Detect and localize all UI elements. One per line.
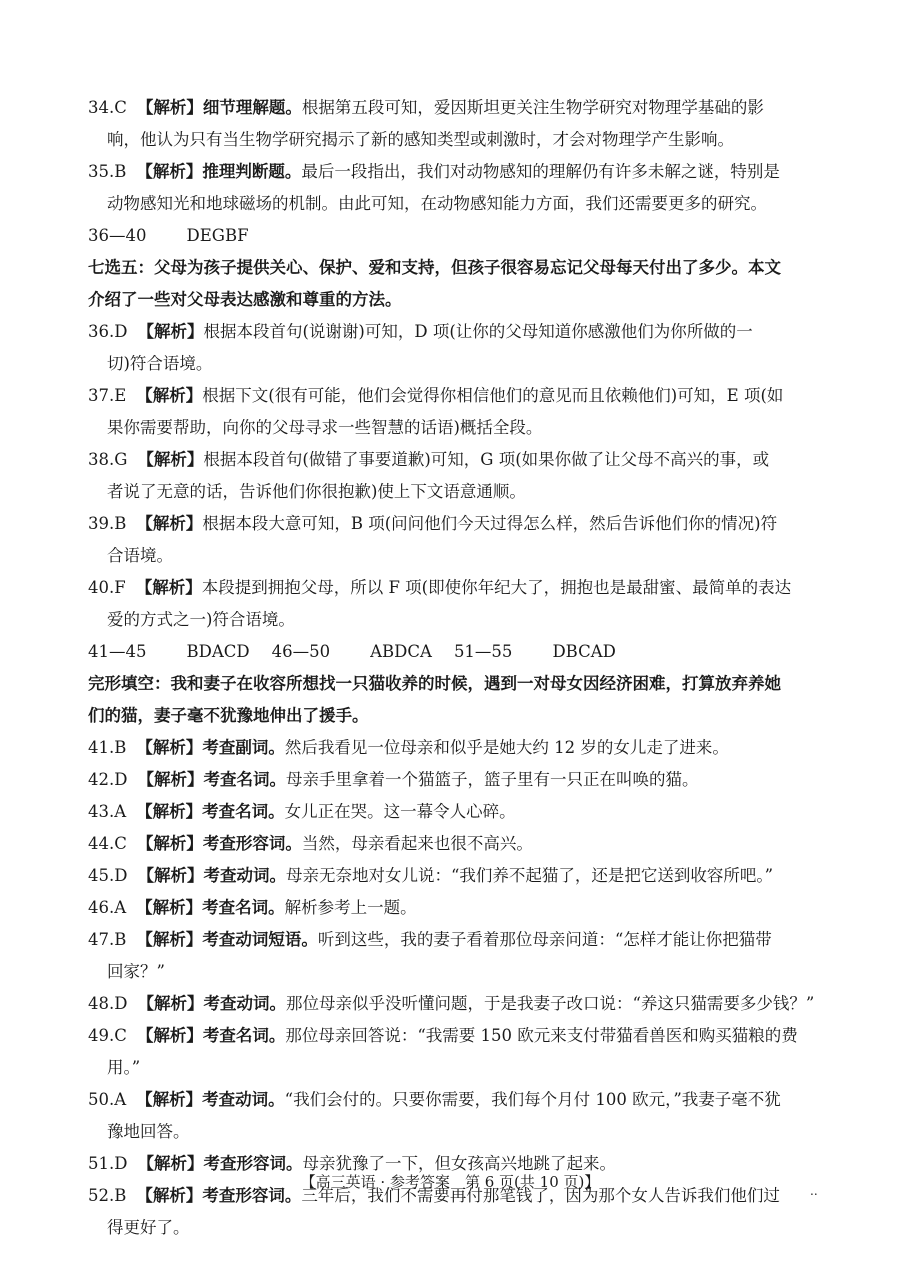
- explanation-text: 解析参考上一题。: [284, 898, 417, 917]
- explanation-continuation: 切)符合语境。: [107, 354, 213, 373]
- explanation-text: 母亲犹豫了一下，但女孩高兴地跳了起来。: [302, 1154, 616, 1173]
- explanation-item: [88, 508, 814, 572]
- question-type: 考查副词。: [202, 738, 285, 757]
- question-answer: 51.D: [88, 1154, 128, 1173]
- explanation-text: 根据本段大意可知，B 项(问问他们今天过得怎么样，然后告诉他们你的情况)符: [202, 514, 778, 533]
- answer-key-content: [88, 92, 814, 1244]
- question-answer: 49.C: [88, 1026, 127, 1045]
- question-answer: 39.B: [88, 514, 127, 533]
- explanation-item: [88, 924, 814, 988]
- answer-range: 36—40: [88, 226, 147, 245]
- analysis-tag: 【解析】: [136, 1026, 203, 1045]
- explanation-text: 那位母亲似乎没听懂问题，于是我妻子改口说：“养这只猫需要多少钱？”: [285, 994, 815, 1013]
- explanation-item: [88, 1020, 814, 1084]
- explanation-continuation: 豫地回答。: [107, 1122, 190, 1141]
- explanation-continuation: 动物感知光和地球磁场的机制。由此可知，在动物感知能力方面，我们还需要更多的研究。: [107, 194, 767, 213]
- analysis-tag: 【解析】: [136, 1090, 203, 1109]
- explanation-item: [88, 156, 814, 220]
- explanation-first-line: [88, 828, 814, 860]
- analysis-tag: 【解析】: [136, 98, 203, 117]
- corner-mark: ..: [810, 1184, 818, 1198]
- explanation-continuation: 爱的方式之一)符合语境。: [107, 610, 295, 629]
- explanation-continuation: 合语境。: [107, 546, 173, 565]
- explanation-first-line: [88, 988, 814, 1020]
- question-answer: 37.E: [88, 386, 127, 405]
- analysis-tag: 【解析】: [137, 1154, 204, 1173]
- analysis-tag: 【解析】: [136, 802, 203, 821]
- explanation-item: [88, 764, 814, 796]
- explanation-continuation: 得更好了。: [107, 1218, 190, 1237]
- question-answer: 41.B: [88, 738, 127, 757]
- analysis-tag: 【解析】: [137, 866, 204, 885]
- analysis-tag: 【解析】: [135, 578, 202, 597]
- question-type: 推理判断题。: [202, 162, 302, 181]
- explanation-first-line: [88, 508, 814, 540]
- question-answer: 40.F: [88, 578, 126, 597]
- explanation-first-line: [88, 1084, 814, 1116]
- question-type: 考查名词。: [202, 1026, 286, 1045]
- explanation-item: [88, 380, 814, 444]
- question-answer: 46.A: [88, 898, 127, 917]
- question-type: 考查名词。: [202, 802, 285, 821]
- question-answer: 44.C: [88, 834, 127, 853]
- explanation-continuation: 响，他认为只有当生物学研究揭示了新的感知类型或刺激时，才会对物理学产生影响。: [107, 130, 734, 149]
- answer-letters: ABDCA: [370, 642, 432, 661]
- explanation-first-line: [88, 1020, 814, 1052]
- question-type: 考查形容词。: [203, 1154, 303, 1173]
- explanation-first-line: [88, 924, 814, 956]
- explanation-text: 根据本段首句(做错了事要道歉)可知，G 项(如果你做了让父母不高兴的事，或: [203, 450, 770, 469]
- explanation-text: 女儿正在哭。这一幕令人心碎。: [284, 802, 516, 821]
- question-answer: 35.B: [88, 162, 127, 181]
- explanation-continuation: 用。”: [107, 1058, 141, 1077]
- analysis-tag: 【解析】: [136, 162, 203, 181]
- explanation-text: 三年后，我们不需要再付那笔钱了，因为那个女人告诉我们他们过: [301, 1186, 780, 1205]
- explanation-text: 然后我看见一位母亲和似乎是她大约 12 岁的女儿走了进来。: [284, 738, 729, 757]
- explanation-text: 母亲无奈地对女儿说：“我们养不起猫了，还是把它送到收容所吧。”: [285, 866, 774, 885]
- explanation-text: 根据本段首句(说谢谢)可知，D 项(让你的父母知道你感激他们为你所做的一: [203, 322, 753, 341]
- explanation-text: 母亲手里拿着一个猫篮子，篮子里有一只正在叫唤的猫。: [285, 770, 699, 789]
- explanation-continuation: 果你需要帮助，向你的父母寻求一些智慧的话语)概括全段。: [107, 418, 543, 437]
- question-answer: 48.D: [88, 994, 128, 1013]
- answer-range: 41—45: [88, 642, 147, 661]
- explanation-item: [88, 572, 814, 636]
- explanation-text: 根据下文(很有可能，他们会觉得你相信他们的意见而且依赖他们)可知，E 项(如: [202, 386, 784, 405]
- question-answer: 52.B: [88, 1186, 127, 1205]
- section-summary: [88, 668, 814, 732]
- question-answer: 36.D: [88, 322, 128, 341]
- question-type: 考查动词短语。: [202, 930, 318, 949]
- answer-row: [88, 220, 814, 252]
- explanation-item: [88, 892, 814, 924]
- question-type: 考查形容词。: [202, 834, 302, 853]
- question-type: 考查形容词。: [202, 1186, 302, 1205]
- explanation-item: [88, 796, 814, 828]
- explanation-first-line: [88, 860, 814, 892]
- explanation-first-line: [88, 444, 814, 476]
- explanation-first-line: [88, 156, 814, 188]
- question-type: 考查动词。: [203, 994, 286, 1013]
- analysis-tag: 【解析】: [136, 386, 203, 405]
- answer-letters: DBCAD: [552, 642, 616, 661]
- question-type: 考查名词。: [203, 770, 286, 789]
- analysis-tag: 【解析】: [136, 514, 203, 533]
- explanation-item: [88, 828, 814, 860]
- explanation-first-line: [88, 796, 814, 828]
- explanation-continuation: 回家？”: [107, 962, 165, 981]
- explanation-text: “我们会付的。只要你需要，我们每个月付 100 欧元，”我妻子毫不犹: [284, 1090, 781, 1109]
- analysis-tag: 【解析】: [136, 1186, 203, 1205]
- explanation-first-line: [88, 92, 814, 124]
- answer-row: [88, 636, 814, 668]
- question-answer: 50.A: [88, 1090, 127, 1109]
- question-type: 考查名词。: [202, 898, 285, 917]
- analysis-tag: 【解析】: [136, 930, 203, 949]
- answer-letters: DEGBF: [186, 226, 249, 245]
- analysis-tag: 【解析】: [136, 738, 203, 757]
- summary-line: 完形填空：我和妻子在收容所想找一只猫收养的时候，遇到一对母女因经济困难，打算放弃养她: [88, 674, 781, 693]
- explanation-first-line: [88, 380, 814, 412]
- question-answer: 42.D: [88, 770, 128, 789]
- question-answer: 43.A: [88, 802, 127, 821]
- question-type: 考查动词。: [203, 866, 286, 885]
- question-answer: 45.D: [88, 866, 128, 885]
- analysis-tag: 【解析】: [136, 898, 203, 917]
- section-summary: [88, 252, 814, 316]
- explanation-item: [88, 732, 814, 764]
- explanation-first-line: [88, 892, 814, 924]
- explanation-item: [88, 316, 814, 380]
- analysis-tag: 【解析】: [137, 322, 204, 341]
- summary-line: 们的猫，妻子毫不犹豫地伸出了援手。: [88, 706, 369, 725]
- analysis-tag: 【解析】: [137, 450, 204, 469]
- explanation-item: [88, 444, 814, 508]
- summary-line: 七选五：父母为孩子提供关心、保护、爱和支持，但孩子很容易忘记父母每天付出了多少。本文: [88, 258, 781, 277]
- analysis-tag: 【解析】: [137, 994, 204, 1013]
- question-type: 考查动词。: [202, 1090, 285, 1109]
- analysis-tag: 【解析】: [137, 770, 204, 789]
- question-answer: 34.C: [88, 98, 127, 117]
- answer-letters: BDACD: [186, 642, 250, 661]
- explanation-first-line: [88, 572, 814, 604]
- answer-range: 46—50: [271, 642, 331, 661]
- explanation-text: 根据第五段可知，爱因斯坦更关注生物学研究对物理学基础的影: [301, 98, 764, 117]
- explanation-item: [88, 1084, 814, 1148]
- explanation-text: 那位母亲回答说：“我需要 150 欧元来支付带猫看兽医和购买猫粮的费: [285, 1026, 798, 1045]
- page-footer: 【高三英语 · 参考答案 第 6 页(共 10 页)】: [300, 1173, 600, 1191]
- question-type: 细节理解题。: [202, 98, 302, 117]
- explanation-text: 听到这些，我的妻子看着那位母亲问道：“怎样才能让你把猫带: [317, 930, 772, 949]
- explanation-continuation: 者说了无意的话，告诉他们你很抱歉)使上下文语意通顺。: [107, 482, 526, 501]
- explanation-first-line: [88, 316, 814, 348]
- explanation-first-line: [88, 732, 814, 764]
- explanation-item: [88, 988, 814, 1020]
- explanation-text: 最后一段指出，我们对动物感知的理解仍有许多未解之谜，特别是: [301, 162, 780, 181]
- explanation-first-line: [88, 764, 814, 796]
- summary-line: 介绍了一些对父母表达感激和尊重的方法。: [88, 290, 402, 309]
- explanation-text: 本段提到拥抱父母，所以 F 项(即使你年纪大了，拥抱也是最甜蜜、最简单的表达: [201, 578, 792, 597]
- explanation-text: 当然，母亲看起来也很不高兴。: [301, 834, 533, 853]
- analysis-tag: 【解析】: [136, 834, 203, 853]
- answer-range: 51—55: [453, 642, 513, 661]
- explanation-item: [88, 92, 814, 156]
- question-answer: 47.B: [88, 930, 127, 949]
- explanation-item: [88, 860, 814, 892]
- question-answer: 38.G: [88, 450, 128, 469]
